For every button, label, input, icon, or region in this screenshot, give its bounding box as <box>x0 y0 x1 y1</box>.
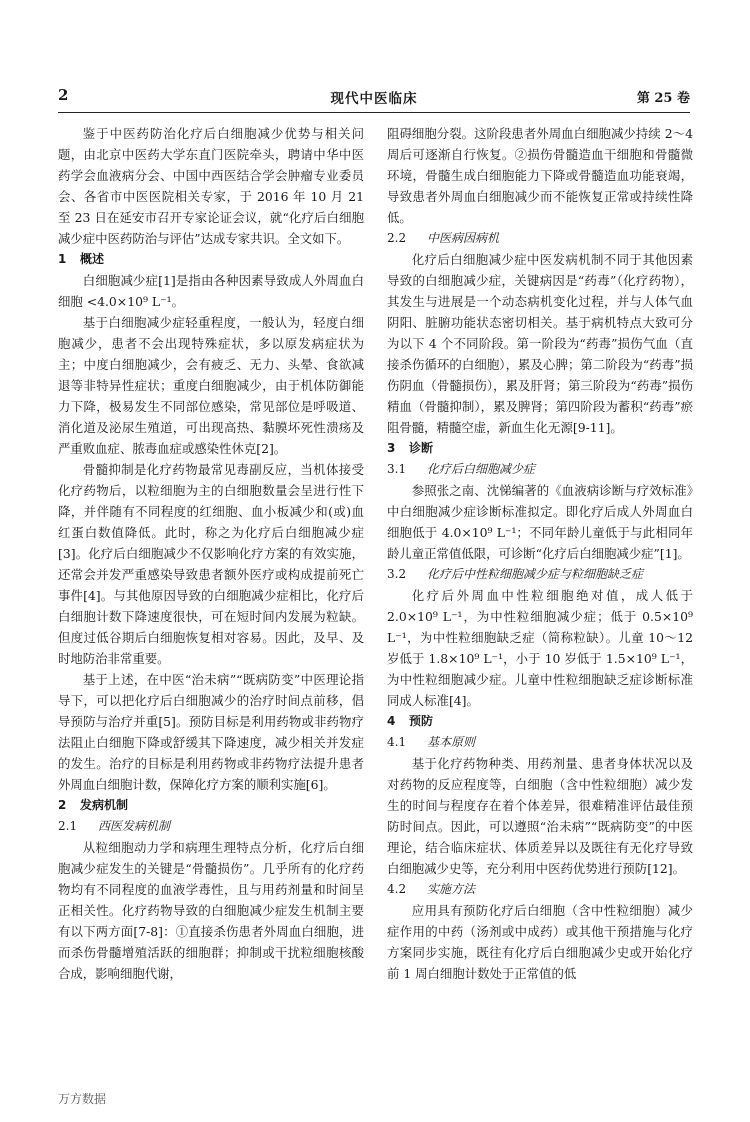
volume-label: 第 25 卷 <box>636 91 690 106</box>
heading-text: 化疗后白细胞减少症 <box>427 462 536 476</box>
left-column <box>58 123 364 984</box>
heading-text: 化疗后中性粒细胞减少症与粒细胞缺乏症 <box>427 567 644 581</box>
section-heading <box>58 249 364 270</box>
page-number: 2 <box>58 86 69 104</box>
body-paragraph: 骨髓抑制是化疗药物最常见毒副反应，当机体接受化疗药物后，以粒细胞为主的白细胞数量会呈进行性下降，并伴随有不同程度的红细胞、血小板减少和(或)血红蛋白数值降低。此时，称之为化疗后白细胞减少症[3]。化疗后白细胞减少不仅影响化疗方案的有效实施，还常会并发严重感染导致患者额外医疗或构成提前死亡事件[4]。与其他原因导致的白细胞减少症相比，化疗后白细胞计数下降速度很快，可在短时间内发展为粒缺。但度过低谷期后白细胞恢复相对容易。因此，及早、及时地防治非常重要。 <box>58 462 364 666</box>
journal-title: 现代中医临床 <box>330 91 418 107</box>
heading-text: 概述 <box>80 252 105 266</box>
body-paragraph: 应用具有预防化疗后白细胞（含中性粒细胞）减少症作用的中药（汤剂或中成药）或其他干预措施与化疗方案同步实施，既往有化疗后白细胞减少史或开始化疗前 1 周白细胞计数处于正常值的低 <box>387 903 693 981</box>
heading-text: 预防 <box>409 714 434 728</box>
subsection-heading <box>387 879 693 900</box>
heading-text: 发病机制 <box>80 798 129 812</box>
heading-number: 3.2 <box>387 567 407 581</box>
heading-text: 诊断 <box>409 441 434 455</box>
heading-text: 实施方法 <box>427 882 476 896</box>
body-paragraph: 鉴于中医药防治化疗后白细胞减少优势与相关问题，由北京中医药大学东直门医院牵头，聘请中华中医药学会血液病分会、中国中西医结合学会肿瘤专业委员会、各省市中医医院相关专家，于 2016 年 10 月 21 至 23 日在延安市召开专家论证会议，就“化疗后白细胞减少症中医药防治与评估”达成专家共识。全文如下。 <box>58 126 364 246</box>
heading-number: 1 <box>58 252 67 266</box>
heading-text: 中医病因病机 <box>427 231 500 245</box>
heading-number: 2.2 <box>387 231 407 245</box>
body-paragraph: 基于化疗药物种类、用药剂量、患者身体状况以及对药物的反应程度等，白细胞（含中性粒细胞）减少发生的时间与程度存在着个体差异，很难精准评估最佳预防时间点。因此，可以遵照“治未病”“既病防变”的中医理论，结合临床症状、体质差异以及既往有无化疗导致白细胞减少史等，充分利用中医药优势进行预防[12]。 <box>387 756 693 876</box>
subsection-heading <box>58 816 364 837</box>
body-paragraph: 基于上述，在中医“治未病”“既病防变”中医理论指导下，可以把化疗后白细胞减少的治疗时间点前移，倡导预防与治疗并重[5]。预防目标是利用药物或非药物疗法阻止白细胞下降或舒缓其下降速度，减少相关并发症的发生。治疗的目标是利用药物或非药物疗法提升患者外周血白细胞计数，保障化疗方案的顺利实施[6]。 <box>58 672 364 792</box>
body-paragraph: 白细胞减少症[1]是指由各种因素导致成人外周血白细胞 <4.0×10⁹ L⁻¹。 <box>58 273 364 309</box>
watermark-text: 万方数据 <box>58 1092 107 1106</box>
heading-number: 4 <box>387 714 396 728</box>
header-rule <box>58 112 690 113</box>
heading-text: 西医发病机制 <box>98 819 171 833</box>
heading-number: 2 <box>58 798 67 812</box>
heading-number: 4.1 <box>387 735 407 749</box>
section-heading <box>387 438 693 459</box>
body-paragraph: 参照张之南、沈悌编著的《血液病诊断与疗效标准》中白细胞减少症诊断标准拟定。即化疗后成人外周血白细胞低于 4.0×10⁹ L⁻¹；不同年龄儿童低于与此相同年龄儿童正常值低限，可诊断“化疗后白细胞减少症”[1]。 <box>387 483 693 561</box>
heading-number: 3.1 <box>387 462 407 476</box>
running-header <box>58 86 690 112</box>
heading-number: 2.1 <box>58 819 78 833</box>
subsection-heading <box>387 228 693 249</box>
heading-text: 基本原则 <box>427 735 476 749</box>
body-paragraph: 化疗后白细胞减少症中医发病机制不同于其他因素导致的白细胞减少症，关键病因是“药毒”（化疗药物），其发生与进展是一个动态病机变化过程，并与人体气血阴阳、脏腑功能状态密切相关。基于病机特点大致可分为以下 4 个不同阶段。第一阶段为“药毒”损伤气血（直接杀伤循环的白细胞），累及心脾；第二阶段为“药毒”损伤阴血（骨髓损伤），累及肝肾；第三阶段为“药毒”损伤精血（骨髓抑制），累及脾肾；第四阶段为蓄积“药毒”瘀阻骨髓，精髓空虚，新血生化无源[9-11]。 <box>387 252 693 435</box>
body-paragraph: 阻碍细胞分裂。这阶段患者外周血白细胞减少持续 2～4 周后可逐渐自行恢复。②损伤骨髓造血干细胞和骨髓微环境，骨髓生成白细胞能力下降或骨髓造血功能衰竭，导致患者外周血白细胞减少而不能恢复正常或持续性降低。 <box>387 126 693 225</box>
body-paragraph: 从粒细胞动力学和病理生理特点分析，化疗后白细胞减少症发生的关键是“骨髓损伤”。几乎所有的化疗药物均有不同程度的血液学毒性，且与用药剂量和时间呈正相关性。化疗药物导致的白细胞减少症发生机制主要有以下两方面[7-8]：①直接杀伤患者外周血白细胞，进而杀伤骨髓增殖活跃的细胞群；抑制或干扰粒细胞核酸合成，影响细胞代谢， <box>58 840 364 981</box>
heading-number: 4.2 <box>387 882 407 896</box>
subsection-heading <box>387 732 693 753</box>
subsection-heading <box>387 564 693 585</box>
body-paragraph: 化疗后外周血中性粒细胞绝对值，成人低于2.0×10⁹ L⁻¹，为中性粒细胞减少症；低于 0.5×10⁹ L⁻¹，为中性粒细胞缺乏症（简称粒缺）。儿童 10～12 岁低于 1.8×10⁹ L⁻¹，小于 10 岁低于 1.5×10⁹ L⁻¹，为中性粒细胞减少症。儿童中性粒细胞缺乏症诊断标准同成人标准[4]。 <box>387 588 693 708</box>
body-paragraph: 基于白细胞减少症轻重程度，一般认为，轻度白细胞减少，患者不会出现特殊症状，多以原发病症状为主；中度白细胞减少，会有疲乏、无力、头晕、食欲减退等非特异性症状；重度白细胞减少，由于机体防御能力下降，极易发生不同部位感染，常见部位是呼吸道、消化道及泌尿生殖道，可出现高热、黏膜坏死性溃疡及严重败血症、脓毒血症或感染性休克[2]。 <box>58 315 364 456</box>
right-column <box>387 123 693 984</box>
heading-number: 3 <box>387 441 396 455</box>
section-heading <box>58 795 364 816</box>
subsection-heading <box>387 459 693 480</box>
section-heading <box>387 711 693 732</box>
